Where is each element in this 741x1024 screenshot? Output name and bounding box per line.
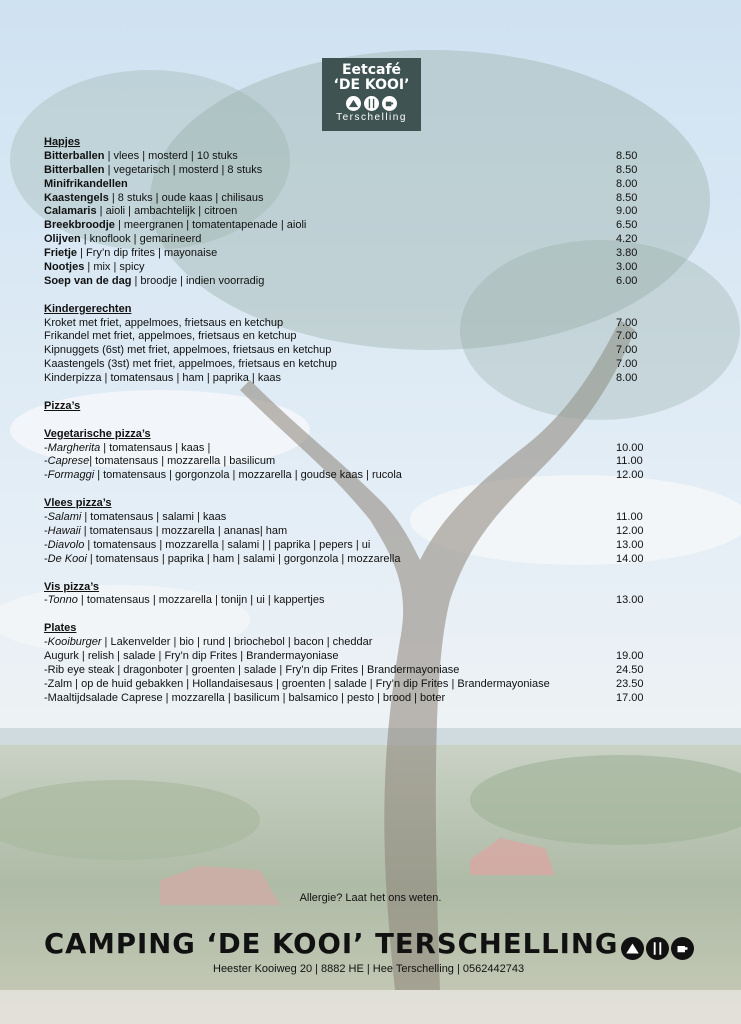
menu-item-price: 13.00: [616, 538, 644, 551]
menu-item-price: 7.00: [616, 344, 638, 357]
menu-list: [44, 136, 656, 719]
section-title: Vegetarische pizza’s: [44, 427, 151, 440]
menu-item-desc: | broodje | indien voorradig: [131, 274, 265, 287]
menu-item: [44, 344, 656, 358]
menu-item-name: Kaastengels: [44, 191, 109, 204]
menu-item-price: 8.50: [616, 191, 638, 204]
menu-item-price: 3.80: [616, 247, 638, 260]
footer-address: Heester Kooiweg 20 | 8882 HE | Hee Terschelling | 0562442743: [213, 963, 525, 975]
menu-item: [44, 469, 656, 483]
menu-item-price: 17.00: [616, 691, 644, 704]
logo-icons: [322, 96, 421, 111]
menu-item-name: Calamaris: [44, 205, 97, 218]
menu-item-price: 7.00: [616, 358, 638, 371]
menu-item: [44, 358, 656, 372]
menu-item-text: [44, 372, 281, 386]
menu-item-name: Tonno: [47, 594, 78, 607]
menu-item-desc: | aioli | ambachtelijk | citroen: [96, 205, 238, 218]
menu-item: [44, 233, 656, 247]
menu-item-text: [44, 233, 201, 247]
menu-item-price: 8.00: [616, 177, 638, 190]
menu-item-text: [44, 553, 401, 567]
menu-item-text: [44, 469, 402, 483]
cafe-logo: [322, 58, 421, 131]
menu-item-dash: -: [44, 636, 48, 649]
menu-item-price: 11.00: [616, 511, 643, 524]
menu-item-text: [44, 344, 331, 358]
menu-item-desc: | Lakenvelder | bio | rund | briochebol | bacon | cheddar: [101, 636, 373, 649]
menu-item: [44, 164, 656, 178]
menu-item: [44, 539, 656, 553]
menu-item-text: [44, 664, 459, 678]
menu-item-price: 9.00: [616, 205, 638, 218]
menu-item-desc: | tomatensaus | mozzarella | tonijn | ui | kappertjes: [77, 594, 325, 607]
footer-title: CAMPING ‘DE KOOI’ TERSCHELLING: [44, 928, 619, 960]
menu-item-text: [44, 594, 324, 608]
menu-item-text: [44, 247, 217, 261]
menu-item: [44, 455, 656, 469]
cutlery-icon: [364, 96, 379, 111]
menu-item: [44, 594, 656, 608]
menu-item-dash: -: [44, 594, 48, 607]
menu-item-name: Hawaii: [47, 524, 81, 537]
allergy-note: Allergie? Laat het ons weten.: [299, 892, 442, 904]
menu-item-text: [44, 261, 144, 275]
menu-item-dash: -: [44, 538, 48, 551]
menu-item-text: [44, 164, 262, 178]
menu-item-price: 12.00: [616, 524, 644, 537]
menu-item-dash: -: [44, 524, 48, 537]
menu-item-desc: | meergranen | tomatentapenade | aioli: [114, 219, 307, 232]
section-vegetarische-pizzas: [44, 428, 656, 484]
menu-item-text: [44, 511, 226, 525]
menu-item-name: Olijven: [44, 233, 81, 246]
menu-item-name: Bitterballen: [44, 149, 105, 162]
section-hapjes: [44, 136, 656, 289]
menu-item-text: [44, 219, 306, 233]
menu-item-name: Caprese: [47, 455, 90, 468]
menu-item-price: 7.00: [616, 330, 638, 343]
menu-item: [44, 317, 656, 331]
menu-item: [44, 511, 656, 525]
menu-item-desc: -Zalm | op de huid gebakken | Hollandaisesaus | groenten | salade | Fry’n dip Frites | Brandermayoniase: [44, 677, 550, 690]
menu-item-desc: | tomatensaus | gorgonzola | mozzarella | goudse kaas | rucola: [94, 469, 402, 482]
menu-item-desc: | Fry’n dip frites | mayonaise: [77, 247, 218, 260]
menu-item-name: Frietje: [44, 247, 78, 260]
menu-item-name: Bitterballen: [44, 163, 105, 176]
menu-item-desc: | mix | spicy: [84, 261, 145, 274]
footer-icons: [621, 937, 694, 960]
menu-item-price: 11.00: [616, 455, 643, 468]
menu-item-desc: | tomatensaus | paprika | ham | salami | gorgonzola | mozzarella: [86, 552, 401, 565]
section-vis-pizzas: [44, 581, 656, 609]
menu-item-name: Salami: [47, 511, 82, 524]
menu-item-price: 23.50: [616, 677, 644, 690]
menu-item: [44, 247, 656, 261]
menu-item-text: [44, 178, 128, 192]
section-title: Vlees pizza’s: [44, 497, 112, 510]
tent-icon: [621, 937, 644, 960]
menu-item-price: 8.50: [616, 163, 638, 176]
menu-item: [44, 650, 656, 664]
menu-item-price: 14.00: [616, 552, 644, 565]
menu-item-name: Kooiburger: [47, 636, 102, 649]
menu-item-price: 13.00: [616, 594, 644, 607]
logo-place: Terschelling: [336, 112, 407, 123]
menu-item: [44, 275, 656, 289]
menu-item-desc: | tomatensaus | kaas |: [100, 441, 211, 454]
menu-item-price: 12.00: [616, 469, 644, 482]
menu-item-desc: Kroket met friet, appelmoes, frietsaus en ketchup: [44, 316, 284, 329]
menu-item: [44, 330, 656, 344]
menu-item-price: 8.50: [616, 149, 638, 162]
menu-item-desc: | tomatensaus | salami | kaas: [81, 511, 227, 524]
menu-item-desc: Augurk | relish | salade | Fry’n dip Frites | Brandermayoniase: [44, 649, 339, 662]
menu-item-dash: -: [44, 552, 48, 565]
menu-item-text: [44, 330, 297, 344]
menu-item-text: [44, 539, 370, 553]
coffee-cup-icon: [671, 937, 694, 960]
menu-item: [44, 261, 656, 275]
menu-item-dash: -: [44, 511, 48, 524]
menu-item-desc: -Rib eye steak | dragonboter | groenten | salade | Fry’n dip Frites | Brandermayoniase: [44, 663, 460, 676]
pizzas-title: Pizza’s: [44, 399, 81, 412]
coffee-cup-icon: [382, 96, 397, 111]
menu-item-desc: | tomatensaus | mozzarella | salami | | paprika | pepers | ui: [84, 538, 371, 551]
section-plates: [44, 622, 656, 705]
menu-item-desc: -Maaltijdsalade Caprese | mozzarella | basilicum | balsamico | pesto | brood | boter: [44, 691, 446, 704]
section-pizzas-heading: [44, 400, 656, 414]
menu-item-name: Formaggi: [47, 469, 95, 482]
cutlery-icon: [646, 937, 669, 960]
menu-item: [44, 178, 656, 192]
menu-item-price: 6.50: [616, 219, 638, 232]
menu-item-name: Breekbroodje: [44, 219, 115, 232]
menu-item-text: [44, 692, 445, 706]
menu-item-text: [44, 317, 283, 331]
menu-item-price: 19.00: [616, 649, 644, 662]
menu-item: [44, 525, 656, 539]
logo-subtitle: ‘DE KOOI’: [333, 77, 410, 93]
menu-item-desc: | 8 stuks | oude kaas | chilisaus: [108, 191, 264, 204]
menu-item: [44, 150, 656, 164]
menu-item: [44, 192, 656, 206]
menu-item-name: Minifrikandellen: [44, 177, 128, 190]
menu-item-dash: -: [44, 469, 48, 482]
menu-item-text: [44, 678, 550, 692]
menu-item-price: 24.50: [616, 663, 644, 676]
menu-item: [44, 219, 656, 233]
menu-item-desc: Kinderpizza | tomatensaus | ham | paprika | kaas: [44, 372, 282, 385]
menu-item-text: [44, 205, 237, 219]
menu-item: [44, 553, 656, 567]
tent-icon: [346, 96, 361, 111]
logo-title: Eetcafé: [341, 62, 402, 78]
menu-item-text: [44, 525, 287, 539]
menu-item-desc: | tomatensaus | mozzarella | basilicum: [89, 455, 276, 468]
menu-item-price: 6.00: [616, 274, 638, 287]
menu-item-desc: | knoflook | gemarineerd: [80, 233, 202, 246]
menu-item-text: [44, 358, 337, 372]
menu-item: [44, 636, 656, 650]
menu-item: [44, 692, 656, 706]
menu-item: [44, 678, 656, 692]
menu-item-price: 7.00: [616, 316, 638, 329]
section-title: Kindergerechten: [44, 302, 132, 315]
section-title: Vis pizza’s: [44, 580, 100, 593]
menu-item-desc: Kipnuggets (6st) met friet, appelmoes, frietsaus en ketchup: [44, 344, 332, 357]
menu-item-name: Margherita: [47, 441, 101, 454]
menu-item-desc: Kaastengels (3st) met friet, appelmoes, frietsaus en ketchup: [44, 358, 337, 371]
menu-item-text: [44, 636, 372, 650]
menu-item-desc: | vlees | mosterd | 10 stuks: [104, 149, 238, 162]
section-kindergerechten: [44, 303, 656, 386]
menu-item: [44, 205, 656, 219]
menu-item-desc: | vegetarisch | mosterd | 8 stuks: [104, 163, 263, 176]
section-title: Plates: [44, 622, 77, 635]
menu-item-name: Nootjes: [44, 261, 85, 274]
menu-item-price: 4.20: [616, 233, 638, 246]
menu-item-dash: -: [44, 455, 48, 468]
menu-item: [44, 372, 656, 386]
menu-item-text: [44, 455, 275, 469]
menu-item-text: [44, 150, 238, 164]
menu-item-text: [44, 275, 264, 289]
menu-item-desc: | tomatensaus | mozzarella | ananas| ham: [80, 524, 288, 537]
menu-item-name: Diavolo: [47, 538, 85, 551]
menu-item-text: [44, 192, 264, 206]
menu-item: [44, 442, 656, 456]
section-vlees-pizzas: [44, 497, 656, 566]
menu-item-dash: -: [44, 441, 48, 454]
menu-item-price: [616, 636, 656, 650]
menu-item-name: De Kooi: [47, 552, 87, 565]
menu-item-price: 3.00: [616, 261, 638, 274]
section-title: Hapjes: [44, 136, 81, 148]
menu-item-price: 10.00: [616, 441, 644, 454]
menu-item-text: [44, 650, 339, 664]
menu-item-text: [44, 442, 210, 456]
menu-item-price: 8.00: [616, 372, 638, 385]
menu-item-name: Soep van de dag: [44, 274, 132, 287]
menu-item: [44, 664, 656, 678]
menu-item-desc: Frikandel met friet, appelmoes, frietsaus en ketchup: [44, 330, 297, 343]
